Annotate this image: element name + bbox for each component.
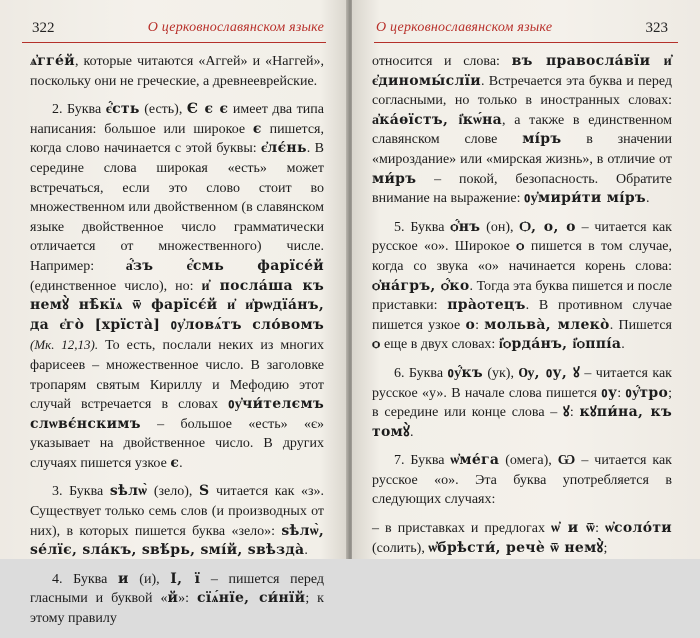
text-run: 6. Буква (394, 365, 448, 381)
cs-letter-forms: Ѻ, о, о (519, 218, 576, 235)
text-run: 2. Буква (52, 102, 106, 118)
text-run: (он), (480, 219, 520, 235)
text-run: : (617, 385, 626, 401)
cs-word: мі́ръ (522, 131, 562, 148)
cs-letter: й (167, 590, 179, 607)
text-run: ; к этому правилу (30, 591, 324, 627)
text-run: . (304, 543, 308, 559)
text-run: . В середине слова широкая «есть» может встречаться, если это слово стоит во множественном или двойственном (в славянском языке двойственное число грамматически отличается от множественного) числе. Например: (30, 141, 324, 274)
text-run: »: (178, 591, 198, 607)
text-run: , которые читаются «Аггей» и «Наггей», поскольку они не греческие, а древнееврейские. (30, 54, 324, 89)
text-run: (ук), (482, 365, 519, 381)
cs-word: ми́ръ (372, 170, 417, 187)
cs-word: є҆лє́нь (261, 140, 307, 157)
cs-word: и (117, 570, 129, 587)
text-run: (единственное число), но: (30, 278, 202, 294)
cs-letter: ѻ (372, 336, 381, 353)
text-run: . Встречается эта буква и перед согласными, но только в иностранных словах: (372, 73, 672, 109)
cs-letter: ꙋ (563, 404, 570, 421)
text-run: пишется в том случае, когда со звука «о» начинается корень слова: (372, 239, 672, 274)
cs-letter-forms: Ѹ, ᲂу, ꙋ (518, 364, 580, 381)
page-number-right: 323 (645, 20, 668, 36)
cs-letter-forms: Є є є (186, 101, 229, 118)
page-number-left: 322 (32, 20, 55, 36)
cs-letter: ᲂу (601, 384, 618, 401)
cs-word-list: і҆ѻрда́нъ, і҆ѻппі́а (498, 336, 622, 353)
text-run: имеет два типа написания: большое или широкое (30, 102, 324, 137)
cs-letter-forms: І, ї (170, 570, 201, 587)
text-run: пишется, когда слово начинается с этой буквы: (30, 121, 324, 157)
paragraph-on (372, 218, 672, 355)
cs-word-list: ѕѣлѡ̀, ѕе́лїє, ѕла́къ, ѕвѣ́рь, ѕмі́й, ѕвѣзда̀ (30, 522, 324, 559)
cs-word: ᲂу҆́тро (625, 384, 669, 401)
text-run: . В противном случае пишется узкое (372, 298, 672, 333)
paragraph-omega (372, 451, 672, 510)
text-run: в значении «мироздание» или «мирская жизнь», в отличие от (372, 132, 672, 167)
text-run: (омега), (499, 453, 558, 469)
cs-word: ᲂу҆́къ (447, 364, 483, 381)
paragraph-i (30, 570, 324, 629)
cs-word-list: мольва̀, млеко̀ (484, 316, 610, 333)
cs-word-list: ѻ҆на́гръ, ѻ҆́ко (372, 277, 470, 294)
right-page (352, 0, 700, 559)
text-run: : (595, 521, 606, 537)
cs-phrase: въ правосла́вїи и҆ є҆диномы́слїи (372, 53, 672, 89)
text-run: (солить), (372, 540, 429, 556)
text-run: – читается как русское «о». Эта буква употребляется в следующих случаях: (372, 453, 672, 508)
running-title-left: О церковнославянском языке (147, 20, 324, 35)
cs-letter: ѻ (516, 238, 525, 255)
text-run: . Пишется (609, 317, 672, 333)
cs-word-list: а҆ка́ѳїстъ, і҆кѡ́на (372, 111, 503, 128)
text-run: – пишется перед гласными и буквой « (30, 571, 324, 607)
text-run: . Тогда эта буква пишется и после приставки: (372, 278, 672, 314)
text-run: То есть, послали неких из многих фарисеев – множественное число. В заголовке тропарям святым Кириллу и Мефодию этот случай встречается в словах (30, 338, 324, 413)
text-run: 3. Буква (52, 484, 110, 500)
cs-word: ѡ҆соло́ти (605, 520, 672, 537)
text-run: – в приставках и предлогах (372, 521, 552, 537)
cs-word-list: сїѧ́нїе, си́нїй (197, 590, 306, 607)
cs-word: ѡ҆ме́га (450, 452, 500, 469)
cs-phrase: ѡ҆брѣсти́, речѐ ѿ немꙋ̀ (428, 539, 604, 556)
left-body-text (30, 52, 324, 638)
text-run: – читается как русское «у». В начале слова пишется (372, 365, 672, 401)
paragraph-uk (372, 364, 672, 442)
text-run: : (569, 405, 580, 421)
text-run: – покой, безопасность. Обратите внимание на выражение: (372, 171, 672, 207)
cs-letter: є (170, 454, 180, 471)
right-body-text (372, 52, 672, 567)
text-run: 4. Буква (52, 571, 118, 587)
cs-phrase: ᲂу҆мири́ти мі́ръ (524, 190, 646, 207)
cs-phrase: а҆́зъ є҆́смь фарїсе́й (125, 257, 324, 274)
paragraph-continued (372, 52, 672, 209)
text-run: ; в середине или конце слова – (372, 385, 672, 421)
text-run: (и), (128, 571, 171, 587)
text-run: 5. Буква (394, 219, 451, 235)
left-header (22, 18, 326, 43)
paragraph-omega-rule (372, 519, 672, 558)
left-page (0, 0, 348, 627)
cs-letter: Ѡ (557, 452, 576, 469)
text-run: ; (603, 540, 608, 556)
text-run: . (409, 424, 414, 440)
cs-word: є҆́сть (105, 101, 140, 118)
cs-quote: и҆ посла́ша къ немꙋ̀ нѣ̑кїѧ ѿ фарїсє́й и҆ и҆рѡдїа́нъ, да є҆го̀ [хрїста̀] ᲂу҆ловѧ́тъ сло́вомъ (30, 277, 324, 333)
cs-word: пра̀ѻтецъ (447, 297, 526, 314)
text-run: : (475, 317, 485, 333)
cs-word-list: ѡ҆ и ѿ (551, 520, 596, 537)
text-run: 7. Буква (394, 453, 451, 469)
text-run: (зело), (147, 484, 200, 500)
text-run: , а также в единственном славянском слове (372, 112, 672, 148)
running-title-right: О церковнославянском языке (376, 20, 553, 35)
cs-letter: є (252, 120, 262, 137)
scripture-reference: (Мк. 12,13). (30, 337, 99, 353)
cs-phrase: ᲂу҆чи́телємъ слѡвє́нскимъ (30, 396, 324, 432)
text-run: – читается как русское «о». Широкое (372, 219, 672, 255)
cs-word: ѻ҆́нъ (450, 218, 481, 235)
text-run: еще в двух словах: (380, 337, 499, 353)
text-run: (есть), (139, 102, 187, 118)
paragraph-est (30, 100, 324, 473)
text-run: . (621, 337, 625, 353)
cs-letter: о (465, 316, 476, 333)
text-run: . (645, 191, 650, 207)
text-run: читается как «з». Существует только семь слов (и производных от них), в которых пишется буква «зело»: (30, 484, 325, 539)
text-run: – большое «есть» «є» указывает на двойственное число. В других случаях пишется узкое (30, 416, 324, 471)
paragraph-haggai (30, 52, 324, 91)
cs-letter: Ѕ (199, 483, 210, 500)
text-run: . (179, 455, 183, 471)
right-header (374, 18, 678, 43)
cs-word: ѧ҆гге́й (30, 53, 75, 69)
paragraph-zelo (30, 482, 324, 560)
cs-word-list: кꙋпи́на, къ томꙋ̀ (372, 404, 672, 440)
text-run: относится и слова: (372, 54, 512, 69)
cs-word: ѕѣлѡ̀ (109, 483, 148, 500)
